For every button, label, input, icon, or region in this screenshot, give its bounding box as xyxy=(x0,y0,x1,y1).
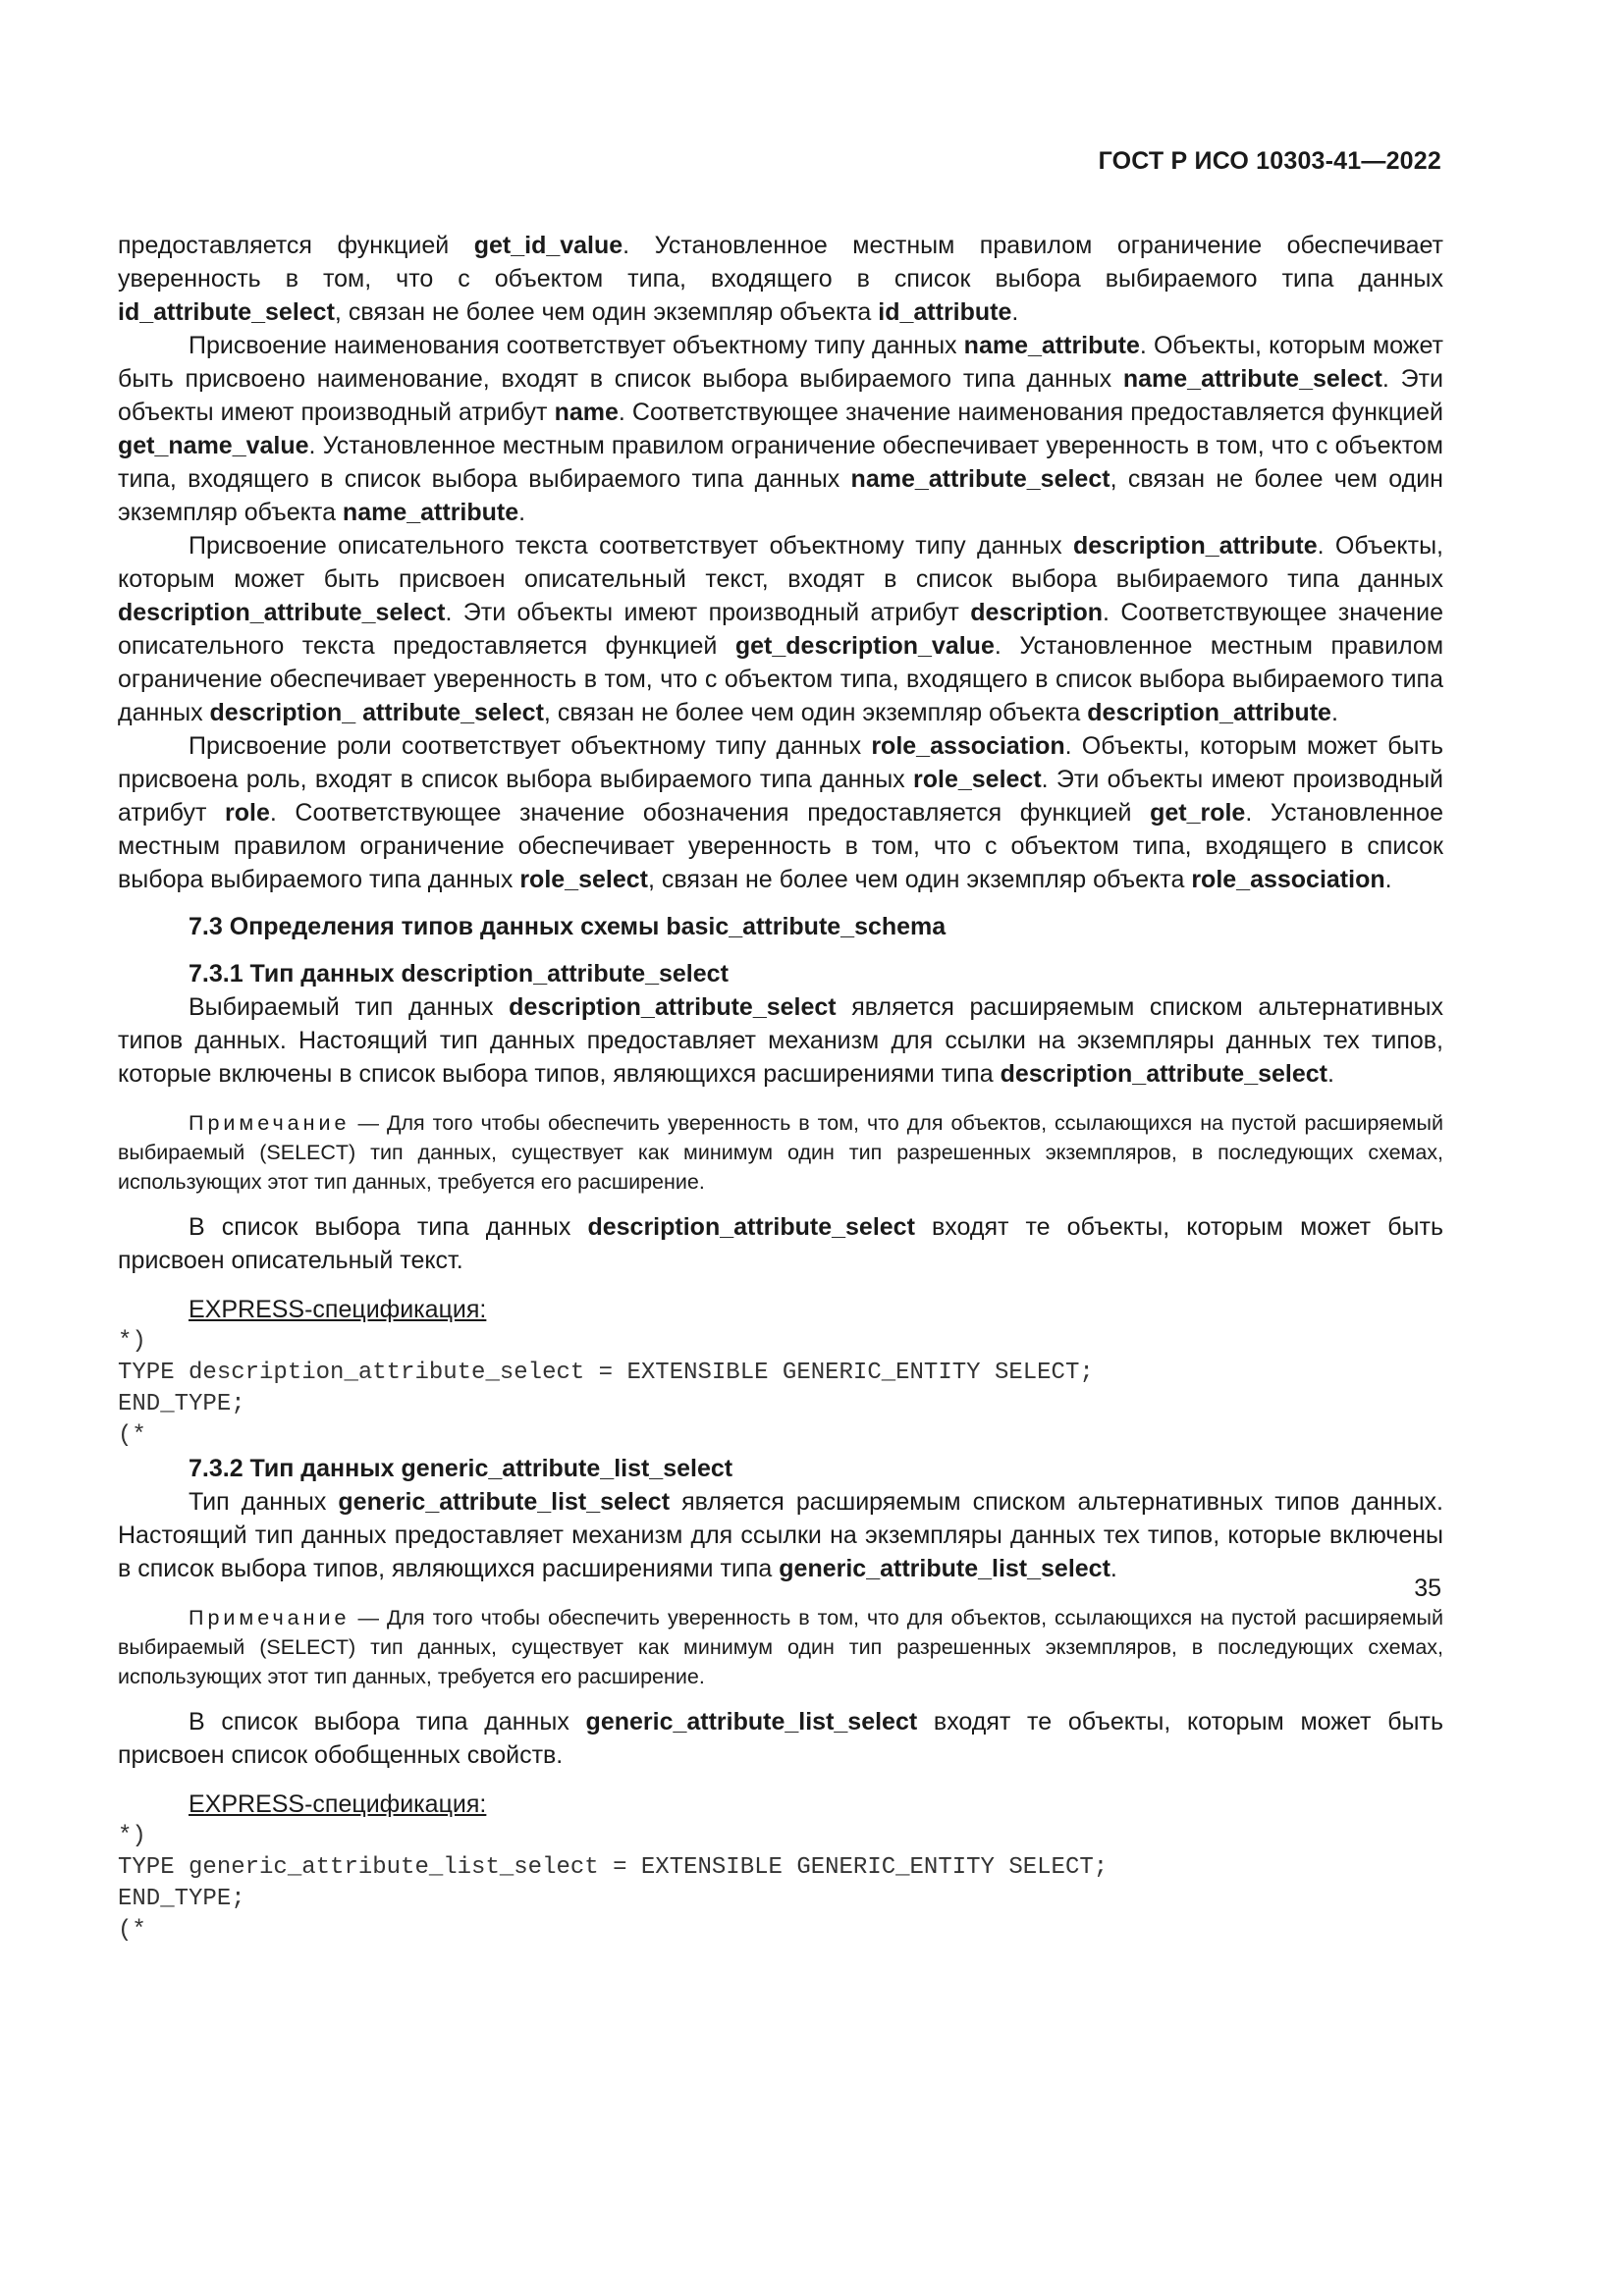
express-code-block: *) TYPE description_attribute_select = EXTENSIBLE GENERIC_ENTITY SELECT; END_TYPE; (* xyxy=(118,1328,1094,1449)
text-run: Присвоение наименования соответствует объектному типу данных xyxy=(189,332,964,359)
paragraph-generic-attribute-list-select-members xyxy=(118,1705,1443,1772)
term-description-attribute: description_attribute xyxy=(1087,699,1331,726)
text-run: , связан не более чем один экземпляр объекта xyxy=(118,465,1443,526)
text-run: . Эти объекты имеют производный атрибут xyxy=(118,766,1443,827)
text-run: входят те объекты, которым может быть присвоен список обобщенных свойств. xyxy=(118,1708,1443,1769)
text-run: предоставляется функцией xyxy=(118,232,474,259)
paragraph-generic-attribute-list-select-definition xyxy=(118,1485,1443,1585)
paragraph-role-association xyxy=(118,729,1443,896)
express-spec-label: EXPRESS-спецификация: xyxy=(189,1790,487,1818)
section-heading-7-3-1: 7.3.1 Тип данных description_attribute_select xyxy=(189,960,729,988)
text-run: является расширяемым списком альтернативных типов данных. Настоящий тип данных предоставляет механизм для ссылки на экземпляры данных тех типов, которые включены в список выбора типов, являющихся расширениями типа xyxy=(118,1488,1443,1582)
term-role-association: role_association xyxy=(871,732,1065,760)
text-run: . xyxy=(1011,298,1019,326)
text-run: , связан не более чем один экземпляр объекта xyxy=(647,866,1192,893)
section-heading-7-3: 7.3 Определения типов данных схемы basic_attribute_schema xyxy=(189,913,947,940)
term-description-attribute-select: description_attribute_select xyxy=(587,1213,915,1241)
term-id-attribute-select: id_attribute_select xyxy=(118,298,335,326)
term-generic-attribute-list-select: generic_attribute_list_select xyxy=(338,1488,671,1516)
term-role: role xyxy=(225,799,270,827)
term-get-id-value: get_id_value xyxy=(473,232,623,259)
term-role-select: role_select xyxy=(913,766,1042,793)
page-content xyxy=(118,229,1443,1947)
term-get-description-value: get_description_value xyxy=(734,632,995,660)
text-run: Выбираемый тип данных xyxy=(189,993,510,1021)
express-code-block: *) TYPE generic_attribute_list_select = EXTENSIBLE GENERIC_ENTITY SELECT; END_TYPE; (* xyxy=(118,1823,1109,1944)
text-run: . xyxy=(1327,1060,1334,1088)
term-description-attribute-select: description_attribute_select xyxy=(1000,1060,1327,1088)
term-name-attribute-select: name_attribute_select xyxy=(1122,365,1382,393)
term-role-association: role_association xyxy=(1191,866,1385,893)
text-run: . Соответствующее значение описательного текста предоставляется функцией xyxy=(118,599,1443,660)
text-run: . xyxy=(518,499,526,526)
note-label: Примечание xyxy=(189,1606,351,1629)
text-run: входят те объекты, которым может быть присвоен описательный текст. xyxy=(118,1213,1443,1274)
text-run: является расширяемым списком альтернативных типов данных. Настоящий тип данных предоставляет механизм для ссылки на экземпляры данных тех типов, которые включены в список выбора типов, являющихся расширениями типа xyxy=(118,993,1443,1088)
term-id-attribute: id_attribute xyxy=(878,298,1012,326)
text-run: . Установленное местным правилом ограничение обеспечивает уверенность в том, что с объектом типа, входящего в список выбора выбираемого типа данных xyxy=(118,232,1443,293)
text-run: . Объекты, которым может быть присвоено наименование, входят в список выбора выбираемого типа данных xyxy=(118,332,1443,393)
term-description-attribute: description_attribute xyxy=(1072,532,1318,560)
text-run: , связан не более чем один экземпляр объекта xyxy=(543,699,1088,726)
note-text: — Для того чтобы обеспечить уверенность в том, что для объектов, ссылающихся на пустой расширяемый выбираемый (SELECT) тип данных, существует как минимум один тип разрешенных экземпляров, в последующих схемах, использующих этот тип данных, требуется его расширение. xyxy=(118,1606,1443,1688)
text-run: . Эти объекты имеют производный атрибут xyxy=(118,365,1443,426)
text-run: . Установленное местным правилом ограничение обеспечивает уверенность в том, что с объектом типа, входящего в список выбора выбираемого типа данных xyxy=(118,432,1443,493)
text-run: , связан не более чем один экземпляр объекта xyxy=(334,298,879,326)
term-role-select: role_select xyxy=(519,866,648,893)
paragraph-description-attribute xyxy=(118,529,1443,729)
paragraph-id-attribute-continued xyxy=(118,229,1443,329)
text-run: . Объекты, которым может быть присвоена роль, входят в список выбора выбираемого типа данных xyxy=(118,732,1443,793)
text-run: . Установленное местным правилом ограничение обеспечивает уверенность в том, что с объектом типа, входящего в список выбора выбираемого типа данных xyxy=(118,799,1443,893)
paragraph-description-attribute-select-members xyxy=(118,1210,1443,1277)
term-get-role: get_role xyxy=(1150,799,1246,827)
note-7-3-2 xyxy=(118,1603,1443,1691)
text-run: . Установленное местным правилом ограничение обеспечивает уверенность в том, что с объектом типа, входящего в список выбора выбираемого типа данных xyxy=(118,632,1444,726)
page-number: 35 xyxy=(1414,1575,1441,1602)
text-run: . xyxy=(1384,866,1392,893)
note-text: — Для того чтобы обеспечить уверенность в том, что для объектов, ссылающихся на пустой расширяемый выбираемый (SELECT) тип данных, существует как минимум один тип разрешенных экземпляров, в последующих схемах, использующих этот тип данных, требуется его расширение. xyxy=(118,1111,1443,1194)
term-description-attribute-select: description_attribute_select xyxy=(118,599,446,626)
note-label: Примечание xyxy=(189,1111,351,1135)
text-run: . Соответствующее значение обозначения предоставляется функцией xyxy=(269,799,1151,827)
term-generic-attribute-list-select: generic_attribute_list_select xyxy=(585,1708,918,1735)
term-description-attribute-select: description_attribute_select xyxy=(509,993,837,1021)
text-run: . Эти объекты имеют производный атрибут xyxy=(445,599,971,626)
text-run: В список выбора типа данных xyxy=(189,1708,586,1735)
express-spec-label: EXPRESS-спецификация: xyxy=(189,1296,487,1323)
text-run: . Объекты, которым может быть присвоен описательный текст, входят в список выбора выбираемого типа данных xyxy=(118,532,1443,593)
term-get-name-value: get_name_value xyxy=(118,432,309,459)
paragraph-description-attribute-select-definition xyxy=(118,990,1443,1091)
term-name: name xyxy=(554,399,619,426)
term-name-attribute-select: name_attribute_select xyxy=(850,465,1110,493)
text-run: Тип данных xyxy=(189,1488,339,1516)
term-name-attribute: name_attribute xyxy=(963,332,1140,359)
section-heading-7-3-2: 7.3.2 Тип данных generic_attribute_list_select xyxy=(189,1455,733,1482)
text-run: В список выбора типа данных xyxy=(189,1213,588,1241)
text-run: Присвоение описательного текста соответствует объектному типу данных xyxy=(189,532,1073,560)
text-run: . xyxy=(1330,699,1338,726)
term-generic-attribute-list-select: generic_attribute_list_select xyxy=(779,1555,1110,1582)
document-code-header: ГОСТ Р ИСО 10303-41—2022 xyxy=(1098,147,1441,175)
term-name-attribute: name_attribute xyxy=(342,499,519,526)
text-run: . Соответствующее значение наименования предоставляется функцией xyxy=(618,399,1443,426)
text-run: . xyxy=(1110,1555,1117,1582)
note-7-3-1 xyxy=(118,1108,1443,1197)
text-run: Присвоение роли соответствует объектному типу данных xyxy=(189,732,872,760)
paragraph-name-attribute xyxy=(118,329,1443,529)
term-description-attribute-select: description_ attribute_select xyxy=(209,699,544,726)
term-description: description xyxy=(970,599,1103,626)
